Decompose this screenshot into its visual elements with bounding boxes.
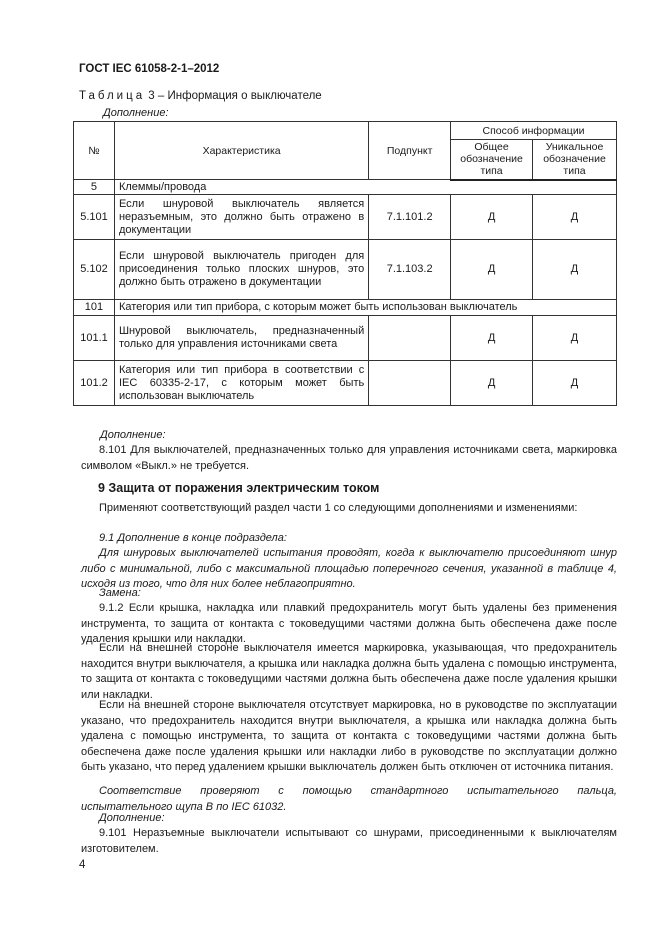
row-text: Категория или тип прибора в соответствии с IEC 60335-2-17, с которым может быть использован выключатель [114,361,368,406]
paragraph-apply: Применяют соответствующий раздел части 1 со следующими дополнениями и изменениями: [99,502,578,514]
row-num: 5 [74,180,115,195]
row-unique: Д [533,361,617,406]
header-characteristic: Характеристика [114,122,368,180]
table-row [74,316,617,361]
table-caption-title: – Информация о выключателе [157,90,322,102]
table-caption-number: 3 [148,90,155,102]
addition-label-1: Дополнение: [100,429,166,441]
row-unique: Д [533,240,617,300]
table-caption-prefix: Таблица [79,90,146,102]
page-number: 4 [79,859,86,871]
header-subclause: Подпункт [369,122,451,180]
table-row [74,180,617,195]
row-general: Д [451,316,533,361]
row-unique: Д [533,316,617,361]
table-row [74,240,617,300]
replacement-label: Замена: [99,587,141,599]
header-unique-type: Уникальное обозначение типа [533,140,617,180]
addition-label-2: Дополнение: [99,812,165,824]
row-unique: Д [533,195,617,240]
table-row [74,300,617,316]
row-num: 5.101 [74,195,115,240]
row-text: Шнуровой выключатель, предназначенный только для управления источниками света [114,316,368,361]
row-num: 101 [74,300,115,316]
section-9-title: 9 Защита от поражения электрическим током [98,481,380,495]
row-num: 101.2 [74,361,115,406]
paragraph-9-1-text: Для шнуровых выключателей испытания проводят, когда к выключателю присоединяют шнур либо с минимальной, либо с максимальной площадью поперечного сечения, указанной в таблице 4, исходя из того, что для них более неблагоприятно. [81,547,617,590]
row-text: Категория или тип прибора, с которым может быть использован выключатель [114,300,616,316]
paragraph-9-1: 9.1 Дополнение в конце подраздела: [99,532,287,544]
paragraph-9-101: 9.101 Неразъемные выключатели испытывают со шнурами, присоединенными к выключателям изготовителем. [81,827,617,855]
header-num: № [74,122,115,180]
row-subclause [369,361,451,406]
row-num: 5.102 [74,240,115,300]
paragraph-no-marking: Если на внешней стороне выключателя отсутствует маркировка, но в руководстве по эксплуатации указано, что предохранитель находится внутри выключателя, а крышка или накладка должна быть удалена с помощью инструмента, то защита от контакта с токоведущими частями должна быть обеспечена даже после удаления крышки или накладки либо в руководстве по эксплуатации должно быть указано, что перед удалением крышки выключатель должен быть отключен от источника питания. [81,699,617,773]
table-addition-label: Дополнение: [103,107,169,119]
header-info-method: Способ информации [451,122,617,140]
row-num: 101.1 [74,316,115,361]
row-general: Д [451,361,533,406]
row-subclause [369,316,451,361]
row-subclause: 7.1.101.2 [369,195,451,240]
table-row [74,195,617,240]
row-general: Д [451,240,533,300]
row-text: Если шнуровой выключатель является неразъемным, это должно быть отражено в документации [114,195,368,240]
row-text: Если шнуровой выключатель пригоден для присоединения только плоских шнуров, это должно быть отражено в документации [114,240,368,300]
header-general-type: Общее обозначение типа [451,140,533,180]
switch-information-table [73,121,617,406]
paragraph-marking: Если на внешней стороне выключателя имеется маркировка, указывающая, что предохранитель находится внутри выключателя, а крышка или накладка должна быть удалена с помощью инструмента, то защита от контакта с токоведущими частями должна быть обеспечена даже после удаления крышки или накладки. [81,642,617,701]
table-caption [79,90,322,102]
row-text: Клеммы/провода [114,180,616,195]
table-row [74,361,617,406]
paragraph-compliance: Соответствие проверяют с помощью стандартного испытательного пальца, испытательного щупа B по IEC 61032. [81,785,617,813]
paragraph-8-101: 8.101 Для выключателей, предназначенных только для управления источниками света, маркировка символом «Выкл.» не требуется. [81,444,617,472]
paragraph-9-1-2: 9.1.2 Если крышка, накладка или плавкий предохранитель могут быть удалены без применения инструмента, то защита от контакта с токоведущими частями должна быть обеспечена даже после удаления крышки или накладки. [81,602,617,645]
row-subclause: 7.1.103.2 [369,240,451,300]
document-header: ГОСТ IEC 61058-2-1–2012 [79,63,220,75]
row-general: Д [451,195,533,240]
